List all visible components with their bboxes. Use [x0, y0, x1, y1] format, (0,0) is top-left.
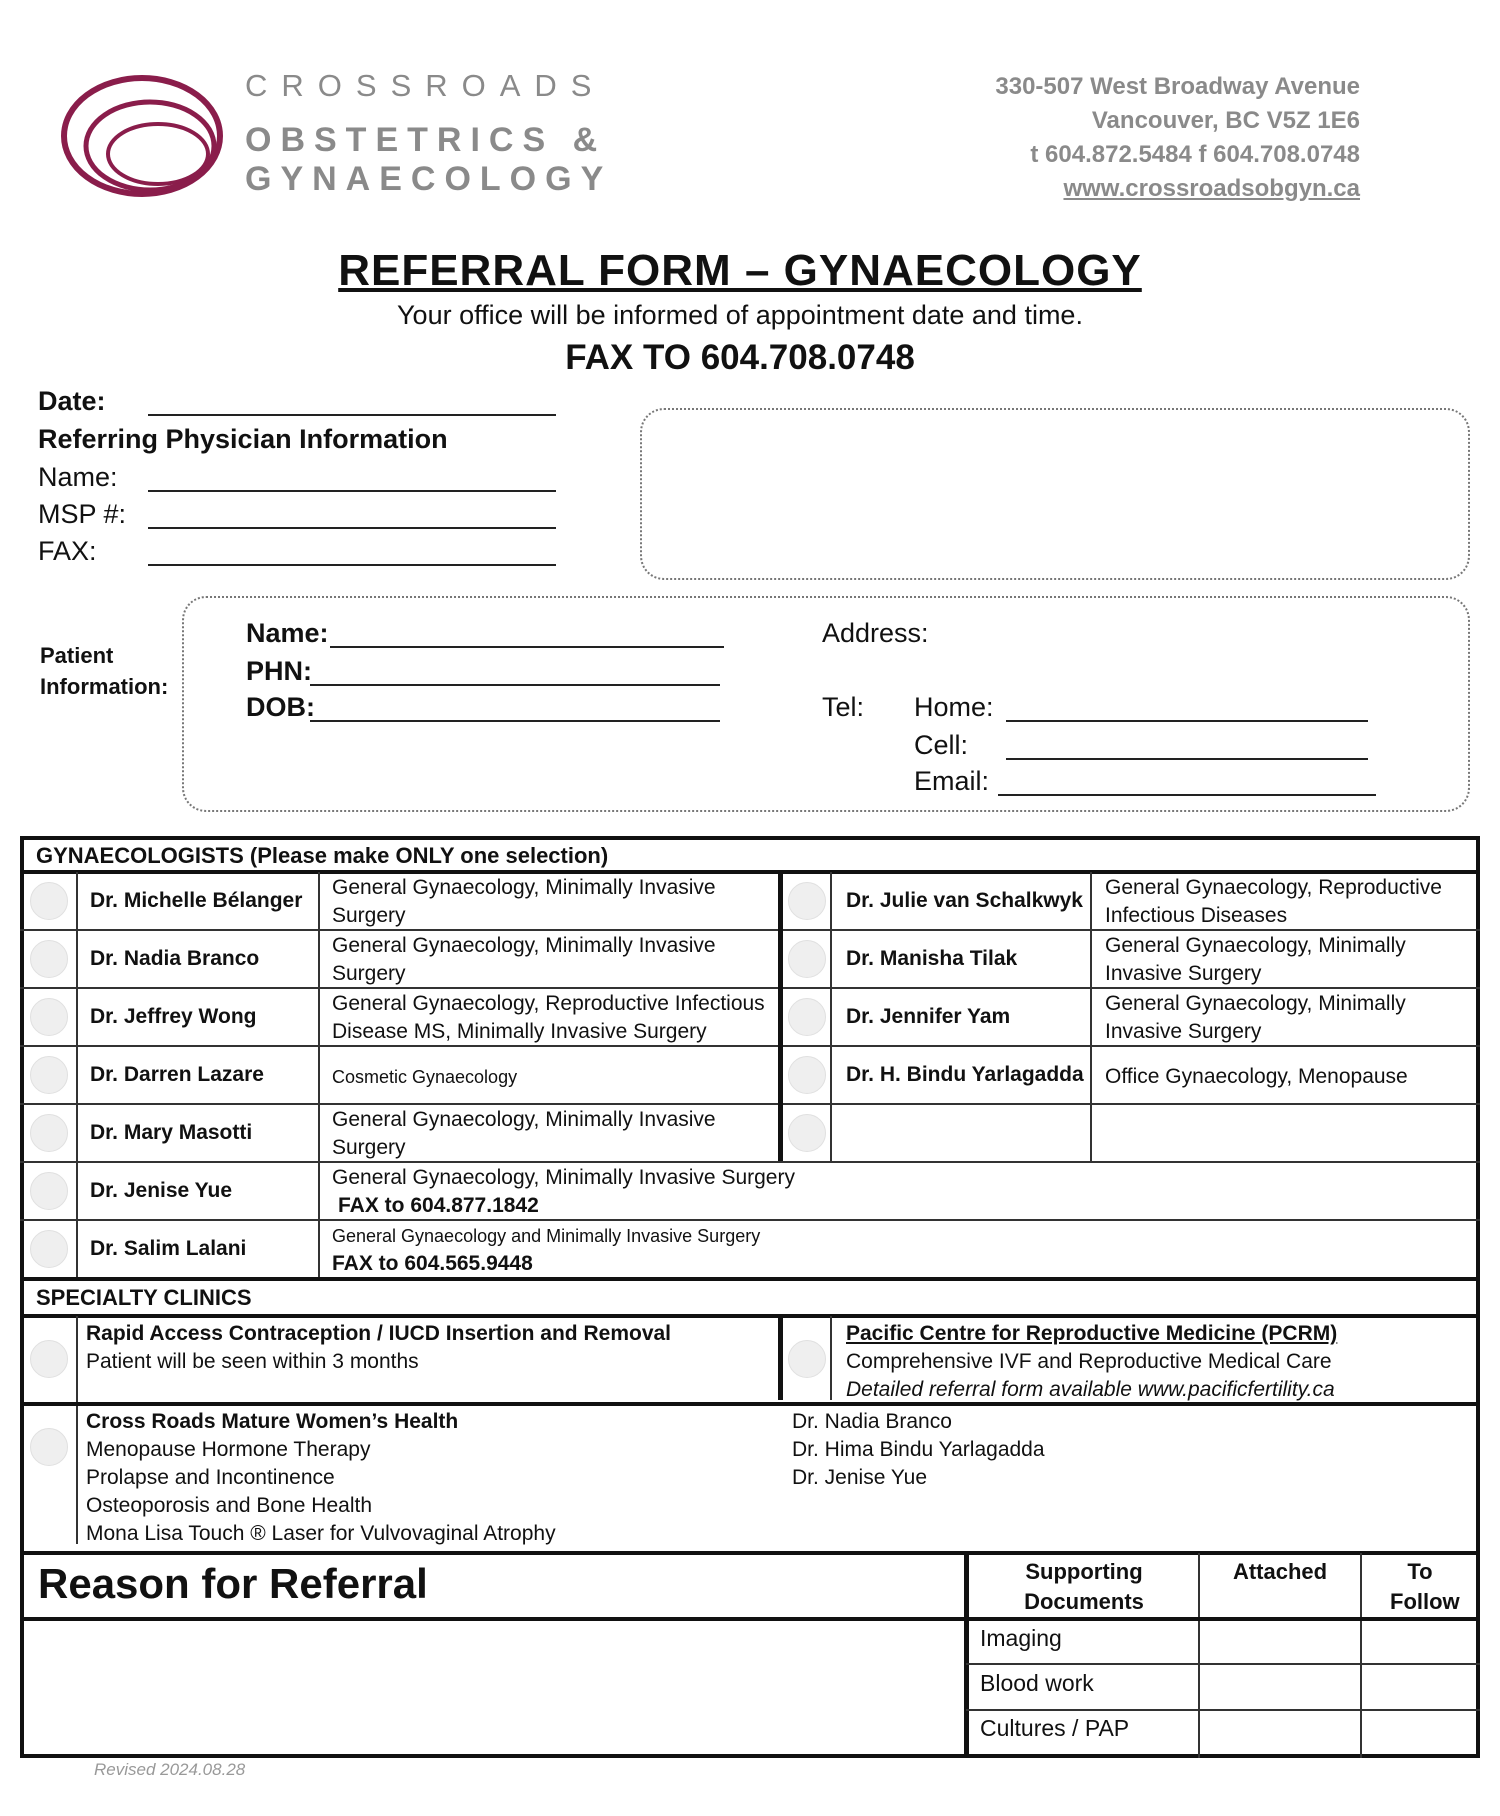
- address-line1: 330-507 West Broadway Avenue: [995, 73, 1360, 100]
- specialty-clinics-heading: SPECIALTY CLINICS: [36, 1285, 252, 1310]
- select-wong-radio[interactable]: [30, 998, 68, 1036]
- doctor-specialty-branco: General Gynaecology, Minimally Invasive Surgery: [332, 934, 716, 985]
- home-phone-label: Home:: [914, 692, 994, 722]
- doctor-name-belanger: Dr. Michelle Bélanger: [90, 889, 303, 912]
- doctor-specialty-yue: General Gynaecology, Minimally Invasive Surgery FAX to 604.877.1842: [332, 1164, 1232, 1220]
- select-branco-radio[interactable]: [30, 940, 68, 978]
- website-link[interactable]: www.crossroadsobgyn.ca: [1063, 175, 1360, 202]
- phone-fax: t 604.872.5484 f 604.708.0748: [1030, 141, 1360, 168]
- lalani-fax: FAX to 604.565.9448: [332, 1252, 533, 1275]
- cell-phone-field[interactable]: [1006, 758, 1368, 760]
- brand-name-line1: CROSSROADS: [245, 68, 606, 103]
- home-phone-field[interactable]: [1006, 720, 1368, 722]
- date-label: Date:: [38, 386, 106, 416]
- msp-label: MSP #:: [38, 499, 127, 529]
- reason-text-area[interactable]: [26, 1621, 960, 1755]
- supporting-documents-header: Supporting Documents: [1024, 1559, 1144, 1614]
- referring-section-title: Referring Physician Information: [38, 424, 448, 454]
- pcrm-description: Comprehensive IVF and Reproductive Medical Care: [846, 1350, 1332, 1373]
- cultures-follow-cell[interactable]: [1364, 1712, 1476, 1754]
- doctor-specialty-lazare: Cosmetic Gynaecology: [332, 1067, 518, 1087]
- form-title: REFERRAL FORM – GYNAECOLOGY: [338, 246, 1142, 295]
- email-label: Email:: [914, 766, 990, 796]
- doctor-specialty-van-schalkwyk: General Gynaecology, Reproductive Infectious Diseases: [1105, 876, 1442, 927]
- select-yue-radio[interactable]: [30, 1172, 68, 1210]
- patient-name-label: Name:: [246, 618, 329, 648]
- reason-for-referral-heading: Reason for Referral: [38, 1560, 428, 1607]
- revision-date: Revised 2024.08.28: [94, 1760, 246, 1779]
- email-field[interactable]: [998, 794, 1376, 796]
- mature-health-title: Cross Roads Mature Women’s Health: [86, 1410, 459, 1433]
- patient-info-label: Patient Information:: [40, 643, 169, 699]
- doctor-name-wong: Dr. Jeffrey Wong: [90, 1005, 257, 1028]
- pcrm-title[interactable]: Pacific Centre for Reproductive Medicine (PCRM): [846, 1322, 1338, 1345]
- form-subtitle: Your office will be informed of appointment date and time.: [397, 300, 1083, 330]
- select-van-schalkwyk-radio[interactable]: [788, 882, 826, 920]
- imaging-attached-cell[interactable]: [1202, 1621, 1358, 1661]
- phn-label: PHN:: [246, 656, 312, 686]
- doctor-name-yue: Dr. Jenise Yue: [90, 1179, 233, 1202]
- brand-name-line3: GYNAECOLOGY: [245, 160, 613, 198]
- doctor-name-lazare: Dr. Darren Lazare: [90, 1063, 264, 1086]
- mature-item: Osteoporosis and Bone Health: [86, 1494, 373, 1517]
- doctor-name-masotti: Dr. Mary Masotti: [90, 1121, 253, 1144]
- address-line2: Vancouver, BC V5Z 1E6: [1091, 107, 1360, 134]
- patient-name-field[interactable]: [330, 646, 724, 648]
- select-masotti-radio[interactable]: [30, 1114, 68, 1152]
- supporting-doc-cultures: Cultures / PAP: [980, 1715, 1130, 1741]
- select-rapid-access-radio[interactable]: [30, 1340, 68, 1378]
- pcrm-note: Detailed referral form available www.pacificfertility.ca: [846, 1378, 1335, 1401]
- rapid-access-title: Rapid Access Contraception / IUCD Insertion and Removal: [86, 1322, 672, 1345]
- imaging-follow-cell[interactable]: [1364, 1621, 1476, 1661]
- doctor-name-lalani: Dr. Salim Lalani: [90, 1237, 247, 1260]
- doctor-name-branco: Dr. Nadia Branco: [90, 947, 260, 970]
- referring-fax-label: FAX:: [38, 536, 97, 566]
- supporting-doc-imaging: Imaging: [980, 1625, 1062, 1651]
- doctor-specialty-tilak: General Gynaecology, Minimally Invasive Surgery: [1105, 934, 1406, 985]
- mature-item: Mona Lisa Touch ® Laser for Vulvovaginal Atrophy: [86, 1522, 556, 1545]
- select-yarlagadda-radio[interactable]: [788, 1056, 826, 1094]
- tel-label: Tel:: [822, 692, 865, 722]
- select-empty-radio[interactable]: [788, 1114, 826, 1152]
- doctor-specialty-belanger: General Gynaecology, Minimally Invasive Surgery: [332, 876, 716, 927]
- referring-fax-field[interactable]: [148, 564, 556, 566]
- physician-stamp-box[interactable]: [640, 408, 1470, 580]
- bloodwork-attached-cell[interactable]: [1202, 1666, 1358, 1706]
- yue-fax: FAX to 604.877.1842: [338, 1194, 539, 1217]
- doctor-specialty-masotti: General Gynaecology, Minimally Invasive Surgery: [332, 1108, 716, 1159]
- supporting-doc-bloodwork: Blood work: [980, 1670, 1094, 1696]
- attached-header: Attached: [1232, 1559, 1328, 1584]
- msp-field[interactable]: [148, 527, 556, 529]
- mature-item: Prolapse and Incontinence: [86, 1466, 335, 1489]
- select-tilak-radio[interactable]: [788, 940, 826, 978]
- doctor-specialty-wong: General Gynaecology, Reproductive Infectious Disease MS, Minimally Invasive Surgery: [332, 992, 765, 1043]
- select-pcrm-radio[interactable]: [788, 1340, 826, 1378]
- clinic-logo-icon: [60, 70, 240, 210]
- phn-field[interactable]: [310, 684, 720, 686]
- referring-name-field[interactable]: [148, 490, 556, 492]
- address-label: Address:: [822, 618, 929, 648]
- mature-doctor: Dr. Hima Bindu Yarlagadda: [792, 1438, 1045, 1461]
- select-lalani-radio[interactable]: [30, 1230, 68, 1268]
- bloodwork-follow-cell[interactable]: [1364, 1666, 1476, 1706]
- cultures-attached-cell[interactable]: [1202, 1712, 1358, 1754]
- date-field[interactable]: [148, 414, 556, 416]
- dob-label: DOB:: [246, 692, 315, 722]
- mature-item: Menopause Hormone Therapy: [86, 1438, 371, 1461]
- dob-field[interactable]: [310, 720, 720, 722]
- doctor-name-van-schalkwyk: Dr. Julie van Schalkwyk: [846, 889, 1083, 912]
- referring-name-label: Name:: [38, 462, 118, 492]
- doctor-name-yam: Dr. Jennifer Yam: [846, 1005, 1011, 1028]
- doctor-specialty-yarlagadda: Office Gynaecology, Menopause: [1105, 1065, 1408, 1088]
- clinic-contact-block: [995, 70, 1360, 206]
- doctor-name-tilak: Dr. Manisha Tilak: [846, 947, 1018, 970]
- select-belanger-radio[interactable]: [30, 882, 68, 920]
- select-lazare-radio[interactable]: [30, 1056, 68, 1094]
- doctor-name-yarlagadda: Dr. H. Bindu Yarlagadda: [846, 1063, 1084, 1086]
- mature-doctor: Dr. Nadia Branco: [792, 1410, 952, 1433]
- select-yam-radio[interactable]: [788, 998, 826, 1036]
- select-mature-health-radio[interactable]: [30, 1428, 68, 1466]
- doctor-specialty-yam: General Gynaecology, Minimally Invasive Surgery: [1105, 992, 1406, 1043]
- doctor-specialty-lalani: General Gynaecology and Minimally Invasive Surgery FAX to 604.565.9448: [332, 1222, 1232, 1278]
- mature-doctor: Dr. Jenise Yue: [792, 1466, 928, 1489]
- brand-name-line2: OBSTETRICS &: [245, 121, 607, 159]
- rapid-access-note: Patient will be seen within 3 months: [86, 1350, 419, 1373]
- cell-phone-label: Cell:: [914, 730, 969, 760]
- gynaecologists-heading: GYNAECOLOGISTS (Please make ONLY one selection): [36, 843, 609, 868]
- to-follow-header: To Follow: [1390, 1559, 1460, 1614]
- form-fax-number: FAX TO 604.708.0748: [565, 338, 915, 377]
